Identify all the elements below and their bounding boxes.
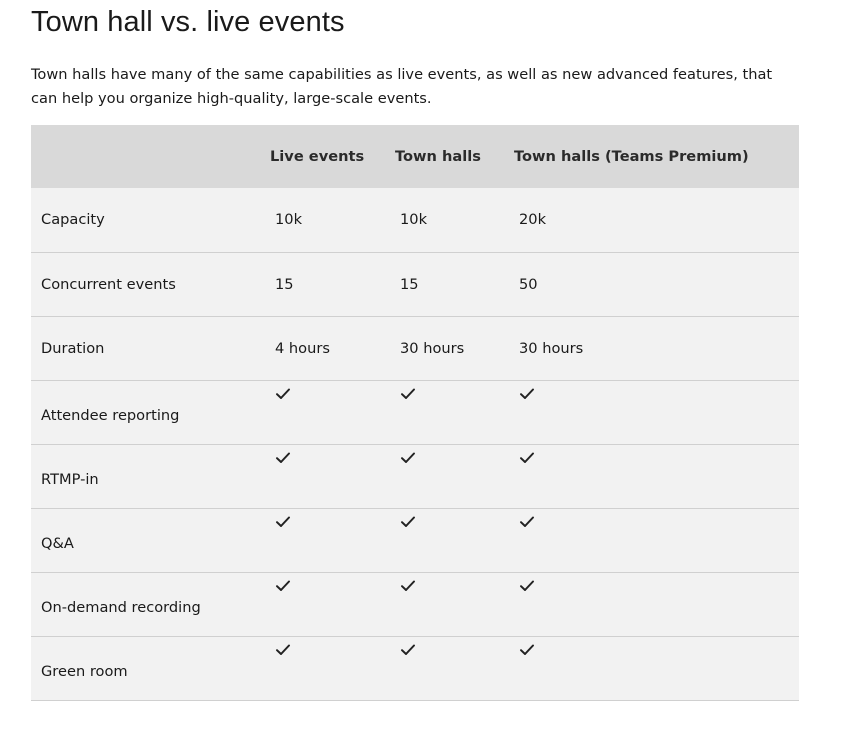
checkmark-icon <box>400 643 416 657</box>
table-row <box>31 188 799 252</box>
header-row <box>31 125 799 188</box>
header-cell-live-events: Live events <box>270 148 365 165</box>
cell-live-events <box>263 508 388 572</box>
row-label: RTMP-in <box>41 470 99 488</box>
row-label: Capacity <box>41 211 105 229</box>
table-row <box>31 380 799 444</box>
checkmark-icon <box>400 387 416 401</box>
checkmark-icon <box>275 451 291 465</box>
table-row <box>31 444 799 508</box>
row-label: Green room <box>41 662 128 680</box>
header-cell-town-halls-premium: Town halls (Teams Premium) <box>514 148 749 165</box>
table-body <box>31 188 799 700</box>
comparison-table <box>31 125 799 701</box>
article <box>31 0 799 701</box>
cell-town-halls-premium: 20k <box>519 211 547 229</box>
page-title: Town hall vs. live events <box>31 6 345 38</box>
checkmark-icon <box>275 515 291 529</box>
row-label: On-demand recording <box>41 598 201 616</box>
cell-town-halls: 30 hours <box>400 339 465 357</box>
header-cell-empty <box>31 125 263 188</box>
table-row <box>31 508 799 572</box>
cell-town-halls <box>388 380 507 444</box>
checkmark-icon <box>275 387 291 401</box>
cell-town-halls <box>388 444 507 508</box>
checkmark-icon <box>275 579 291 593</box>
table-row <box>31 252 799 316</box>
cell-town-halls <box>388 508 507 572</box>
cell-live-events <box>263 572 388 636</box>
checkmark-icon <box>400 451 416 465</box>
table-row <box>31 316 799 380</box>
cell-town-halls-premium <box>507 380 799 444</box>
checkmark-icon <box>519 387 535 401</box>
cell-town-halls-premium <box>507 572 799 636</box>
checkmark-icon <box>519 579 535 593</box>
cell-town-halls-premium <box>507 636 799 700</box>
cell-live-events <box>263 636 388 700</box>
cell-live-events: 15 <box>275 275 294 293</box>
cell-town-halls: 15 <box>400 275 419 293</box>
cell-town-halls-premium <box>507 508 799 572</box>
checkmark-icon <box>275 643 291 657</box>
row-label: Attendee reporting <box>41 406 180 424</box>
cell-town-halls-premium: 50 <box>519 275 538 293</box>
cell-live-events: 4 hours <box>275 339 330 357</box>
intro-paragraph: Town halls have many of the same capabilities as live events, as well as new advanced features, that can help you organize high-quality, large-scale events. <box>31 66 773 107</box>
row-label: Concurrent events <box>41 275 176 293</box>
cell-live-events <box>263 380 388 444</box>
checkmark-icon <box>400 515 416 529</box>
cell-town-halls: 10k <box>400 211 428 229</box>
cell-live-events: 10k <box>275 211 303 229</box>
cell-town-halls <box>388 636 507 700</box>
cell-live-events <box>263 444 388 508</box>
cell-town-halls-premium: 30 hours <box>519 339 584 357</box>
checkmark-icon <box>400 579 416 593</box>
checkmark-icon <box>519 643 535 657</box>
checkmark-icon <box>519 451 535 465</box>
cell-town-halls <box>388 572 507 636</box>
table-row <box>31 636 799 700</box>
table-row <box>31 572 799 636</box>
row-label: Q&A <box>41 534 74 552</box>
header-cell-town-halls: Town halls <box>395 148 481 165</box>
table-header <box>31 125 799 188</box>
checkmark-icon <box>519 515 535 529</box>
row-label: Duration <box>41 339 105 357</box>
cell-town-halls-premium <box>507 444 799 508</box>
